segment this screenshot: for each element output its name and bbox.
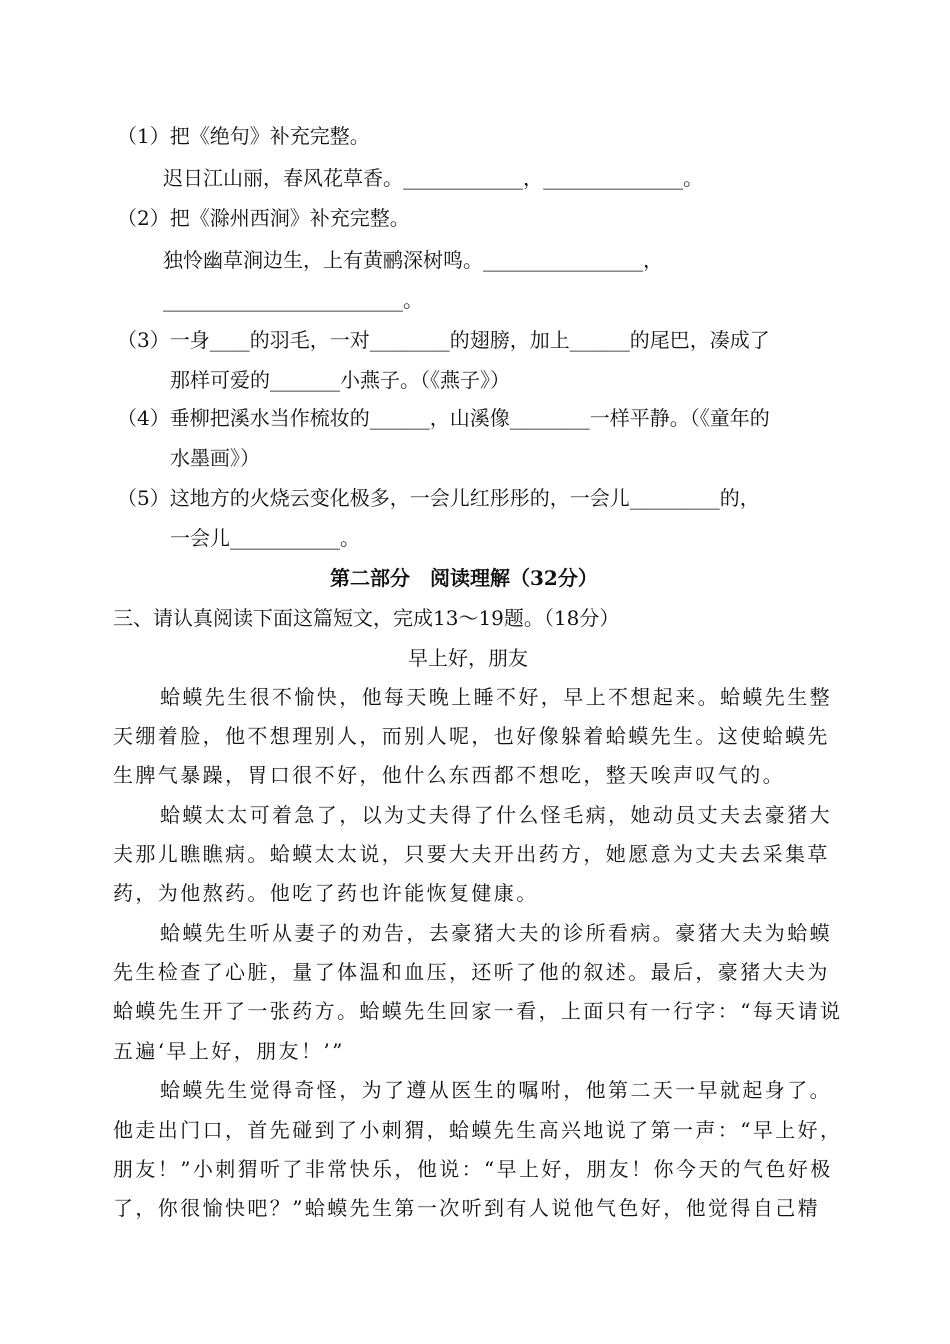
story-line: 朋友！”小刺猬听了非常快乐，他说：“早上好，朋友！你今天的气色好极	[113, 1157, 833, 1181]
q2-prompt: （2）把《滁州西涧》补充完整。	[117, 206, 410, 230]
story-line: 他走出门口，首先碰到了小刺猬，蛤蟆先生高兴地说了第一声：“早上好，	[113, 1118, 843, 1142]
q4-prompt: （4）垂柳把溪水当作梳妆的______，山溪像________一样平静。（《童年的	[117, 406, 770, 430]
q5-prompt-cont: 一会儿___________。	[170, 526, 360, 550]
q3-prompt: （3）一身____的羽毛，一对________的翅膀，加上______的尾巴，凑成了	[117, 328, 770, 352]
story-line: 蛤蟆先生觉得奇怪，为了遵从医生的嘱咐，他第二天一早就起身了。	[160, 1078, 832, 1102]
story-line: 药，为他熬药。他吃了药也许能恢复健康。	[113, 881, 539, 905]
story-line: 天绷着脸，他不想理别人，而别人呢，也好像躲着蛤蟆先生。这使蛤蟆先	[113, 724, 830, 748]
q4-prompt-cont: 水墨画》）	[170, 446, 260, 470]
story-line: 五遍‘早上好，朋友！’”	[113, 1039, 345, 1063]
part2-heading: 第二部分 阅读理解（32分）	[330, 566, 598, 590]
story-line: 蛤蟆先生开了一张药方。蛤蟆先生回家一看，上面只有一行字：“每天请说	[113, 999, 843, 1023]
story-line: 生脾气暴躁，胃口很不好，他什么东西都不想吃，整天唉声叹气的。	[113, 763, 785, 787]
q1-prompt: （1）把《绝句》补充完整。	[117, 124, 370, 148]
story-line: 蛤蟆太太可着急了，以为丈夫得了什么怪毛病，她动员丈夫去豪猪大	[160, 803, 832, 827]
q3-prompt-cont: 那样可爱的_______小燕子。（《燕子》）	[170, 368, 510, 392]
q5-prompt: （5）这地方的火烧云变化极多，一会儿红彤彤的，一会儿_________的，	[117, 486, 760, 510]
story-line: 蛤蟆先生很不愉快，他每天晚上睡不好，早上不想起来。蛤蟆先生整	[160, 685, 832, 709]
q2-poem-blank: 独怜幽草涧边生，上有黄鹂深树鸣。________________，	[163, 248, 663, 272]
story-title: 早上好，朋友	[408, 646, 528, 670]
section3-instruction: 三、请认真阅读下面这篇短文，完成13～19题。（18分）	[113, 606, 620, 630]
q1-poem-blank: 迟日江山丽，春风花草香。____________，______________。	[163, 166, 703, 190]
q2-poem-blank-2: ________________________。	[163, 288, 423, 312]
story-line: 了，你很愉快吧？”蛤蟆先生第一次听到有人说他气色好，他觉得自己精	[113, 1196, 821, 1220]
story-line: 夫那儿瞧瞧病。蛤蟆太太说，只要大夫开出药方，她愿意为丈夫去采集草	[113, 842, 830, 866]
story-line: 先生检查了心脏，量了体温和血压，还听了他的叙述。最后，豪猪大夫为	[113, 960, 830, 984]
story-line: 蛤蟆先生听从妻子的劝告，去豪猪大夫的诊所看病。豪猪大夫为蛤蟆	[160, 921, 832, 945]
